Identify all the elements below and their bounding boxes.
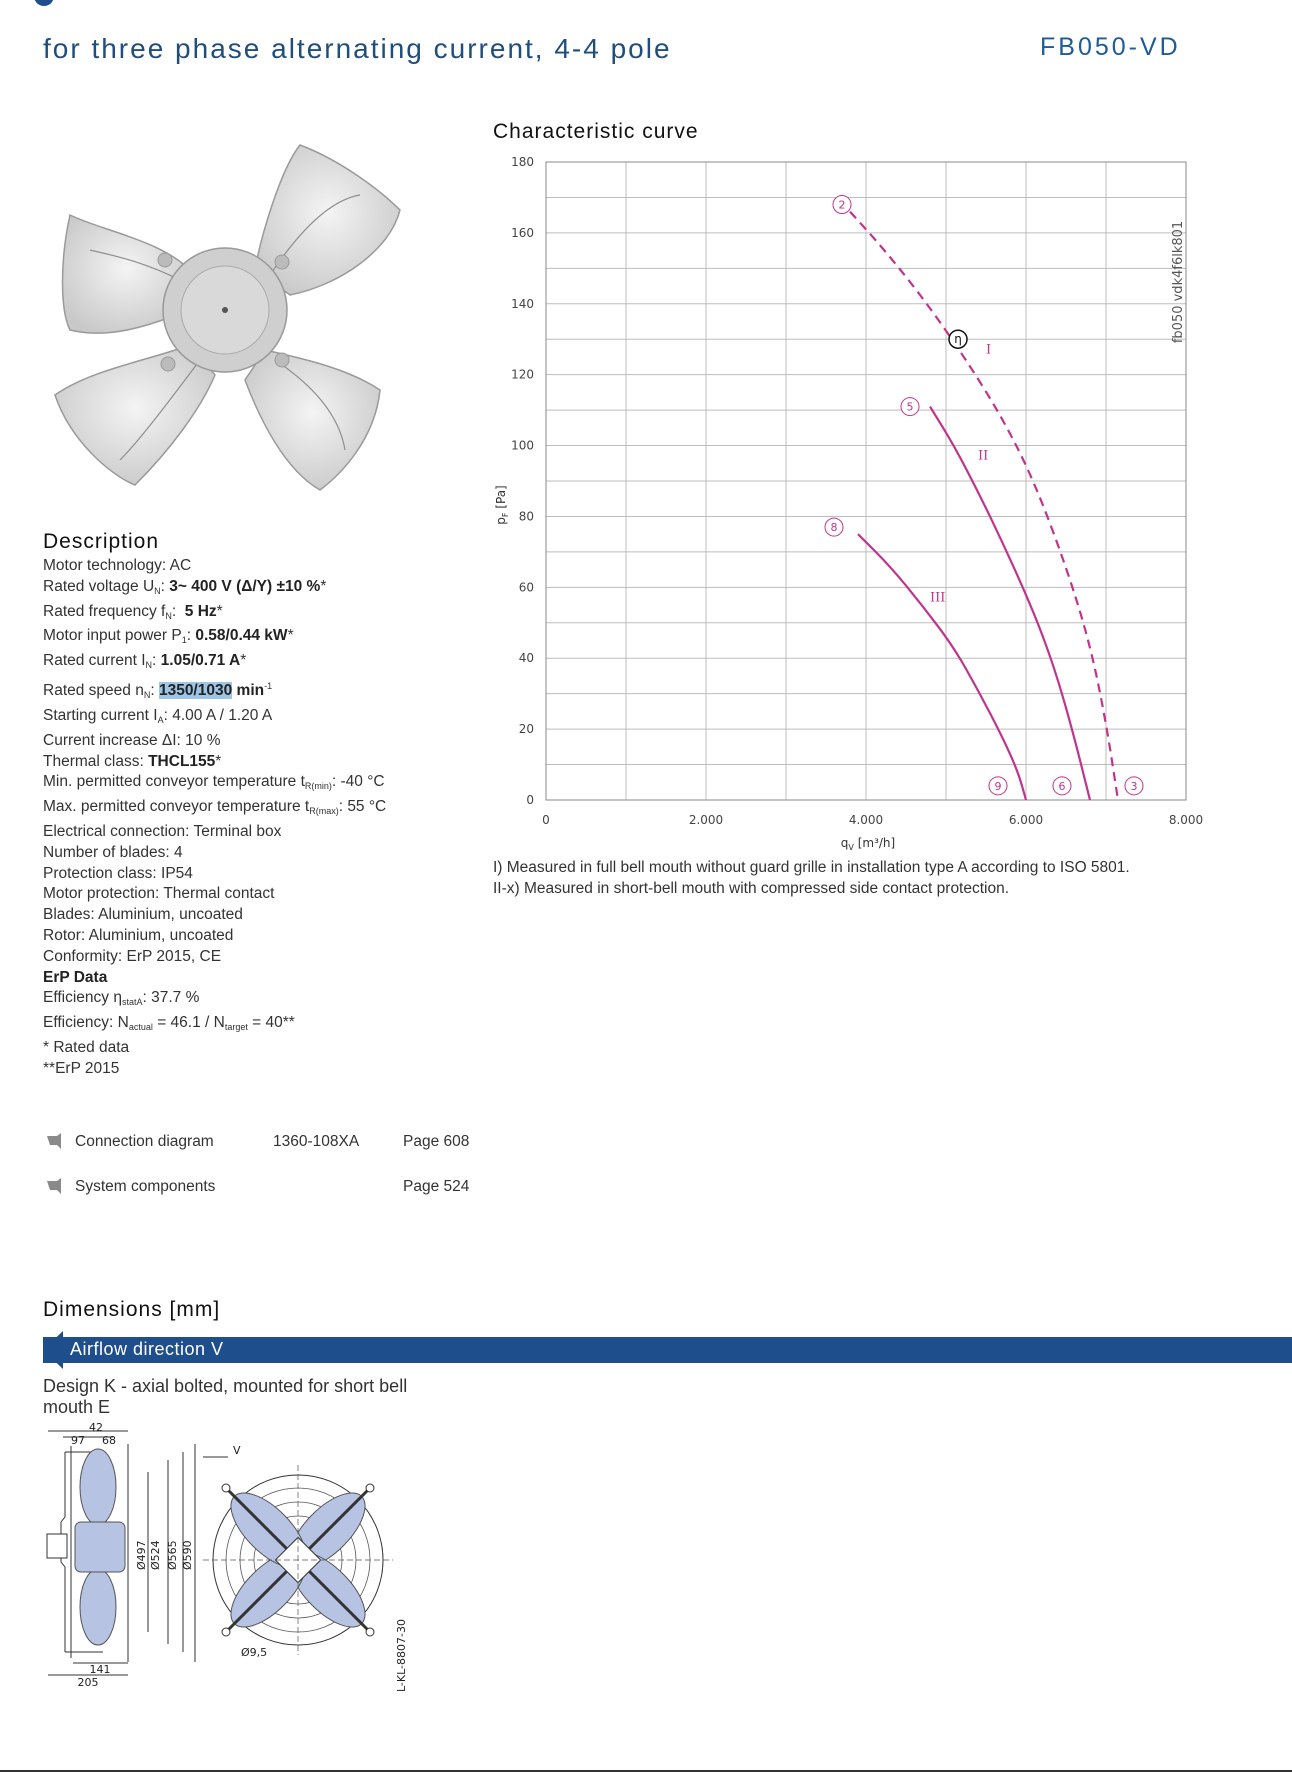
dim-42: 42 [89, 1422, 103, 1434]
x-tick-label: 8.000 [1168, 813, 1204, 827]
description-list [43, 556, 386, 1079]
conformity: Conformity: ErP 2015, CE [43, 947, 222, 965]
curve-III [858, 534, 1026, 800]
dim-141: 141 [89, 1663, 111, 1676]
curve-marker-9 [989, 777, 1007, 795]
chart-side-label: fb050 vdk4f6lk801 [1171, 220, 1186, 344]
marker-label: 6 [1058, 779, 1066, 793]
y-tick-label: 120 [511, 367, 534, 382]
rated-speed-highlight: 1350/1030 [158, 682, 233, 700]
max-temperature: Max. permitted conveyor temperature $t_{R(max)}$: 55 °C [43, 798, 387, 817]
chart-grid [546, 162, 1186, 800]
reference-label: System components [75, 1178, 216, 1195]
dim-68: 68 [102, 1434, 116, 1447]
curve-markers [825, 196, 1143, 795]
dim-hole: Ø9,5 [241, 1646, 268, 1659]
number-of-blades: Number of blades: 4 [43, 843, 183, 861]
eta-label: η [954, 332, 962, 347]
y-tick-label: 80 [518, 509, 534, 524]
min-temperature: Min. permitted conveyor temperature $t_{R(min)}$: -40 °C [43, 773, 385, 792]
dim-97: 97 [71, 1434, 85, 1447]
motor-technology: Motor technology: AC [43, 557, 192, 574]
efficiency-n: Efficiency: $N_{actual} = 46.1 / N_{target} = 40**$ [43, 1014, 295, 1033]
dim-205: 205 [77, 1676, 99, 1689]
characteristic-curve-chart [490, 150, 1210, 860]
curve-marker-5 [901, 398, 919, 416]
series-label-II: II [978, 448, 989, 464]
chart-notes [493, 858, 1130, 899]
description-heading: Description [43, 530, 160, 553]
blades: Blades: Aluminium, uncoated [43, 906, 243, 924]
x-tick-label: 2.000 [688, 813, 724, 827]
y-tick-label: 140 [511, 296, 534, 311]
rated-frequency: Rated frequency $f_N$: 5 Hz* [43, 602, 223, 621]
marker-label: 9 [994, 779, 1002, 793]
x-tick-label: 4.000 [848, 813, 884, 827]
marker-label: 8 [830, 521, 838, 535]
dimension-drawing [43, 1422, 423, 1697]
dim-524: Ø524 [149, 1540, 162, 1570]
y-tick-label: 60 [518, 580, 534, 595]
x-tick-label: 6.000 [1008, 813, 1044, 827]
reference-arrow-icon [46, 1133, 62, 1149]
rotor: Rotor: Aluminium, uncoated [43, 926, 234, 944]
curve-marker-6 [1053, 777, 1071, 795]
chart-note-2: II-x) Measured in short-bell mouth with compressed side contact protection. [493, 879, 1010, 897]
erp-note: **ErP 2015 [43, 1059, 120, 1077]
airflow-direction-label: Airflow direction V [70, 1339, 224, 1359]
fan-product-image [40, 120, 420, 500]
header-accent-dot [34, 0, 54, 6]
curve-marker-2 [833, 196, 851, 214]
rated-speed: Rated speed $n_N$: 1350/1030 $\min^{-1}$ [43, 680, 273, 701]
drawing-code: L-KL-8807-30 [395, 1619, 408, 1692]
reference-connection-diagram[interactable] [46, 1133, 486, 1155]
reference-label: Connection diagram [75, 1133, 214, 1150]
protection-class: Protection class: IP54 [43, 864, 193, 882]
dim-590: Ø590 [181, 1540, 194, 1570]
chart-note-1: I) Measured in full bell mouth without guard grille in installation type A according to ISO 5801. [493, 859, 1130, 876]
rated-current: Rated current $I_N$: 1.05/0.71 A* [43, 652, 247, 671]
reference-page[interactable]: Page 524 [403, 1178, 470, 1195]
starting-current: Starting current $I_A$: 4.00 A / 1.20 A [43, 706, 273, 725]
y-tick-labels [511, 155, 534, 807]
y-tick-label: 0 [526, 793, 534, 807]
series-label-III: III [930, 590, 946, 606]
design-description: Design K - axial bolted, mounted for short bell mouth E [43, 1376, 408, 1417]
dim-497: Ø497 [135, 1540, 148, 1570]
marker-label: 5 [906, 400, 914, 414]
y-tick-label: 100 [511, 438, 534, 453]
y-tick-label: 180 [511, 155, 534, 169]
current-increase: Current increase ΔI: 10 % [43, 731, 221, 749]
reference-code: 1360-108XA [273, 1133, 360, 1150]
curve-series [850, 212, 1118, 800]
reference-system-components[interactable] [46, 1178, 486, 1200]
y-tick-label: 20 [518, 722, 534, 737]
dimensions-heading: Dimensions [mm] [43, 1298, 221, 1321]
reference-arrow-icon [46, 1178, 62, 1194]
x-axis-label: $q_V$ [m³/h] [840, 836, 896, 852]
airflow-arrow-icon [43, 1331, 63, 1369]
erp-heading: ErP Data [43, 968, 108, 986]
x-tick-labels [542, 813, 1203, 827]
motor-protection: Motor protection: Thermal contact [43, 885, 275, 903]
eta-marker [949, 330, 967, 348]
rated-data-note: * Rated data [43, 1038, 130, 1056]
page-subtitle: for three phase alternating current, 4-4 pole [43, 33, 672, 64]
curve-marker-3 [1125, 777, 1143, 795]
chart-title: Characteristic curve [493, 120, 699, 143]
airflow-direction-bar [43, 1337, 1292, 1363]
electrical-connection: Electrical connection: Terminal box [43, 822, 282, 840]
curve-II [930, 407, 1090, 800]
model-name: FB050-VD [1040, 33, 1181, 61]
reference-page[interactable]: Page 608 [403, 1133, 470, 1150]
y-axis-label: $p_F$ [Pa] [494, 485, 510, 525]
y-tick-label: 160 [511, 225, 534, 240]
thermal-class: Thermal class: THCL155* [43, 752, 222, 770]
dim-565: Ø565 [166, 1540, 179, 1570]
series-label-I: I [986, 342, 992, 358]
curve-marker-8 [825, 518, 843, 536]
y-tick-label: 40 [518, 651, 534, 666]
marker-label: 2 [838, 198, 846, 212]
x-tick-label: 0 [542, 813, 550, 827]
motor-input-power: Motor input power $P_1$: 0.58/0.44 kW* [43, 627, 294, 646]
dim-v: V [233, 1444, 241, 1457]
rated-voltage: Rated voltage $U_N$: 3~ 400 V (Δ/Y) ±10 %* [43, 577, 327, 596]
efficiency-stat: Efficiency $\eta_{statA}$: 37.7 % [43, 989, 200, 1008]
marker-label: 3 [1130, 779, 1138, 793]
